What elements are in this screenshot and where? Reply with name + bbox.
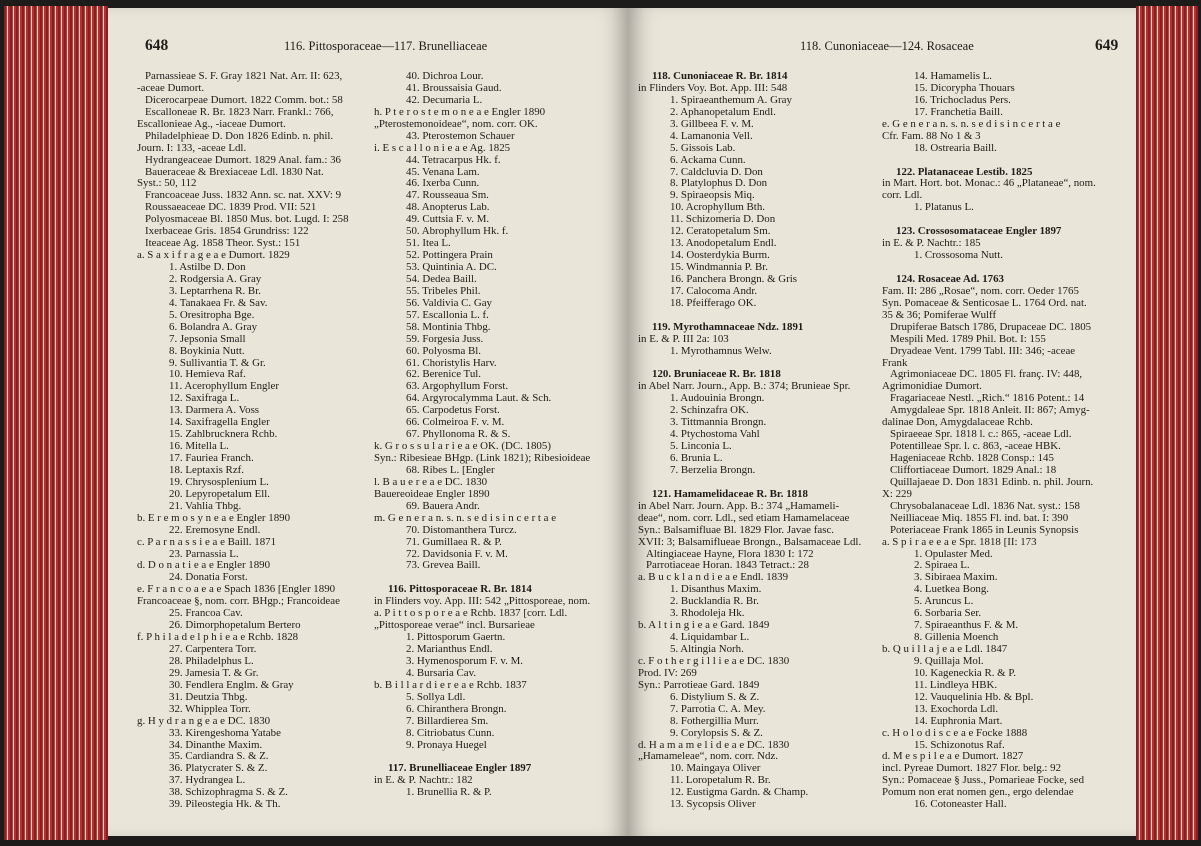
text-line: 1. Astilbe D. Don: [169, 261, 246, 273]
text-line: 4. Lamanonia Vell.: [670, 129, 753, 142]
text-line: 56. Valdivia C. Gay: [406, 296, 493, 309]
text-line: Syst.: 50, 112: [137, 177, 197, 190]
text-line: 6. Ackama Cunn.: [670, 153, 746, 166]
text-line: a. P i t t o s p o r e a e Rchb. 1837 [corr. Ldl.: [374, 607, 568, 620]
text-line: Spiraeeae Spr. 1818 l. c.: 865, -aceae Ldl.: [890, 428, 1072, 441]
text-line: 13. Anodopetalum Endl.: [670, 237, 777, 250]
text-line: Poteriaceae Frank 1865 in Leunis Synopsis: [890, 523, 1079, 536]
text-line: corr. Ldl.: [882, 189, 923, 202]
text-line: Journ. I: 133, -aceae Ldl.: [137, 141, 247, 154]
text-line: 16. Cotoneaster Hall.: [914, 798, 1007, 811]
text-line: 9. Corylopsis S. & Z.: [670, 726, 763, 739]
text-line: 35. Cardiandra S. & Z.: [169, 750, 269, 763]
text-line: 7. Jepsonia Small: [169, 332, 246, 345]
text-line: 50. Abrophyllum Hk. f.: [406, 225, 509, 238]
text-line: 3. Gillbeea F. v. M.: [670, 117, 754, 130]
text-line: 10. Hemieva Raf.: [169, 368, 246, 381]
text-line: Altingiaceae Hayne, Flora 1830 I: 172: [646, 547, 814, 560]
family-heading: 120. Bruniaceae R. Br. 1818: [652, 368, 781, 381]
text-line: 10. Kageneckia R. & P.: [914, 666, 1016, 679]
text-line: 58. Montinia Thbg.: [406, 320, 491, 333]
text-line: 19. Chrysosplenium L.: [169, 475, 269, 488]
text-line: 7. Berzelia Brongn.: [670, 463, 756, 476]
text-line: Polyosmaceae Bl. 1850 Mus. bot. Lugd. I: 258: [145, 213, 349, 226]
text-line: 33. Kirengeshoma Yatabe: [169, 726, 281, 739]
text-line: 69. Bauera Andr.: [406, 499, 480, 512]
page-number: 648: [145, 37, 169, 54]
text-line: XVII: 3; Balsamiflueae Brongn., Balsamaceae Ldl.: [638, 535, 862, 548]
text-line: 62. Berenice Tul.: [406, 368, 482, 381]
text-line: 17. Franchetia Baill.: [914, 105, 1003, 118]
text-line: 1. Spiraeanthemum A. Gray: [670, 93, 792, 106]
text-line: 3. Rhodoleja Hk.: [670, 607, 745, 620]
text-line: 67. Phyllonoma R. & S.: [406, 428, 511, 441]
text-line: k. G r o s s u l a r i e a e OK. (DC. 1805): [374, 440, 551, 453]
text-line: 17. Fauriea Franch.: [169, 452, 254, 464]
text-column-2: [882, 71, 1132, 811]
text-line: 8. Gillenia Moench: [914, 631, 999, 644]
text-line: Baueraceae & Brexiaceae Ldl. 1830 Nat.: [145, 165, 324, 178]
text-line: f. P h i l a d e l p h i e a e Rchb. 1828: [137, 631, 299, 644]
text-line: 1. Disanthus Maxim.: [670, 583, 762, 596]
text-line: 52. Pottingera Prain: [406, 249, 493, 262]
text-line: e. G e n e r a n. s. n. s e d i s i n c e r t a e: [882, 117, 1061, 130]
text-line: 1. Pittosporum Gaertn.: [406, 631, 506, 644]
text-line: 5. Aruncus L.: [914, 595, 974, 608]
text-line: 6. Sorbaria Ser.: [914, 607, 982, 620]
text-line: 16. Trichocladus Pers.: [914, 93, 1011, 106]
text-line: i. E s c a l l o n i e a e Ag. 1825: [374, 141, 511, 154]
running-head: 118. Cunoniaceae—124. Rosaceae: [800, 39, 974, 53]
text-line: 64. Argyrocalymma Laut. & Sch.: [406, 392, 552, 405]
text-line: 6. Brunia L.: [670, 452, 723, 464]
text-line: Escalloneae R. Br. 1823 Narr. Frankl.: 766,: [145, 105, 334, 118]
text-line: Iteaceae Ag. 1858 Theor. Syst.: 151: [145, 237, 301, 250]
text-line: 12. Ceratopetalum Sm.: [670, 225, 771, 238]
text-line: 2. Schinzafra OK.: [670, 404, 749, 417]
text-line: deae“, nom. corr. Ldl., sed etiam Hamamelaceae: [638, 511, 850, 524]
text-line: in E. & P. Nachtr.: 182: [374, 774, 473, 787]
text-line: a. S p i r a e e a e Spr. 1818 [II: 173: [882, 535, 1037, 548]
text-line: 35 & 36; Pomiferae Wulff: [882, 308, 997, 321]
family-heading: 116. Pittosporaceae R. Br. 1814: [388, 583, 532, 596]
text-line: 9. Quillaja Mol.: [914, 654, 984, 667]
text-line: Ixerbaceae Gris. 1854 Grundriss: 122: [145, 225, 309, 238]
text-line: Amygdaleae Spr. 1818 Anleit. II: 867; Amyg-: [890, 404, 1090, 417]
text-line: Francoaceae §, nom. corr. BHgp.; Francoideae: [137, 595, 340, 608]
text-line: 61. Choristylis Harv.: [406, 356, 497, 369]
text-line: 38. Schizophragma S. & Z.: [169, 786, 288, 799]
text-line: 24. Donatia Forst.: [169, 571, 248, 584]
text-line: „Pterostemonoideae“, nom. corr. OK.: [374, 117, 538, 130]
text-line: 11. Lindleya HBK.: [914, 678, 998, 691]
text-line: 68. Ribes L. [Engler: [406, 463, 495, 476]
text-line: X: 229: [882, 487, 912, 500]
text-line: Syn.: Balsamifluae Bl. 1829 Flor. Javae fasc.: [638, 523, 834, 536]
text-line: 45. Venana Lam.: [406, 165, 480, 178]
text-line: 4. Ptychostoma Vahl: [670, 428, 760, 441]
family-heading: 123. Crossosomataceae Engler 1897: [896, 225, 1062, 238]
text-line: 3. Sibiraea Maxim.: [914, 571, 998, 584]
text-line: 60. Polyosma Bl.: [406, 344, 482, 357]
text-line: Syn.: Ribesieae BHgp. (Link 1821); Ribesioideae: [374, 452, 591, 464]
text-line: a. S a x i f r a g e a e Dumort. 1829: [137, 249, 290, 262]
text-line: 18. Pfeifferago OK.: [670, 296, 757, 309]
text-line: 13. Exochorda Ldl.: [914, 702, 999, 715]
text-line: 8. Boykinia Nutt.: [169, 344, 245, 357]
text-line: in E. & P. Nachtr.: 185: [882, 237, 981, 250]
text-line: 4. Liquidambar L.: [670, 631, 750, 644]
text-line: Syn.: Pomaceae § Juss., Pomarieae Focke, sed: [882, 774, 1085, 787]
text-line: 9. Pronaya Huegel: [406, 738, 487, 751]
text-line: 7. Caldcluvia D. Don: [670, 165, 763, 178]
text-line: 70. Distomanthera Turcz.: [406, 523, 517, 536]
text-line: Chrysobalanaceae Ldl. 1836 Nat. syst.: 158: [890, 499, 1080, 512]
text-column-1: [137, 71, 385, 811]
text-line: Dryadeae Vent. 1799 Tabl. III: 346; -aceae: [890, 344, 1076, 357]
text-line: Quillajaeae D. Don 1831 Edinb. n. phil. Journ.: [890, 475, 1094, 488]
text-line: 49. Cuttsia F. v. M.: [406, 213, 490, 226]
text-line: c. H o l o d i s c e a e Focke 1888: [882, 726, 1028, 739]
text-line: 13. Sycopsis Oliver: [670, 798, 756, 811]
text-line: 7. Billardierea Sm.: [406, 714, 489, 727]
spacer: [882, 155, 1132, 167]
text-line: d. H a m a m e l i d e a e DC. 1830: [638, 738, 790, 751]
text-line: 5. Gissois Lab.: [670, 141, 736, 154]
text-line: 14. Hamamelis L.: [914, 70, 993, 82]
text-line: 4. Luetkea Bong.: [914, 583, 990, 596]
family-heading: 122. Platanaceae Lestib. 1825: [896, 165, 1033, 178]
text-line: 5. Linconia L.: [670, 440, 732, 453]
text-line: 5. Sollya Ldl.: [406, 690, 466, 703]
text-line: 9. Sullivantia T. & Gr.: [169, 356, 266, 369]
text-line: Cfr. Fam. 88 No 1 & 3: [882, 129, 981, 142]
text-line: 31. Deutzia Thbg.: [169, 690, 248, 703]
text-line: b. Q u i l l a j e a e Ldl. 1847: [882, 643, 1008, 655]
text-line: Drupiferae Batsch 1786, Drupaceae DC. 1805: [890, 320, 1092, 333]
text-line: 12. Eustigma Gardn. & Champ.: [670, 786, 809, 799]
text-line: 7. Parrotia C. A. Mey.: [670, 702, 766, 715]
text-line: Neilliaceae Miq. 1855 Fl. ind. bat. I: 390: [890, 511, 1069, 524]
text-line: 27. Carpentera Torr.: [169, 643, 257, 655]
text-line: 14. Euphronia Mart.: [914, 714, 1003, 727]
text-line: 21. Vahlia Thbg.: [169, 499, 242, 512]
text-line: 1. Platanus L.: [914, 201, 974, 214]
text-line: 22. Eremosyne Endl.: [169, 523, 261, 536]
text-line: d. D o n a t i e a e Engler 1890: [137, 559, 271, 572]
text-line: 28. Philadelphus L.: [169, 654, 254, 667]
text-line: in Flinders voy. App. III: 542 „Pittosporeae, nom.: [374, 595, 591, 608]
text-line: 71. Gumillaea R. & P.: [406, 535, 502, 548]
text-line: 10. Maingaya Oliver: [670, 762, 761, 775]
text-line: Pomum non erat nomen gen., ergo delendae: [882, 786, 1074, 799]
family-heading: 117. Brunelliaceae Engler 1897: [388, 762, 532, 775]
text-line: d. M e s p i l e a e Dumort. 1827: [882, 750, 1024, 763]
text-line: 1. Audouinia Brongn.: [670, 392, 765, 405]
right-page: [628, 8, 1136, 836]
text-line: 10. Acrophyllum Bth.: [670, 201, 765, 214]
text-line: c. F o t h e r g i l l i e a e DC. 1830: [638, 654, 790, 667]
book-edge-left: [4, 6, 108, 840]
text-line: Agrimoniaceae DC. 1805 Fl. franç. IV: 448,: [890, 368, 1083, 381]
text-line: 3. Leptarrhena R. Br.: [169, 284, 261, 297]
text-line: -aceae Dumort.: [137, 81, 205, 94]
text-line: in Abel Narr. Journ., App. B.: 374; Brunieae Spr.: [638, 380, 851, 393]
text-line: Bauereoideae Engler 1890: [374, 487, 490, 500]
running-head: 116. Pittosporaceae—117. Brunelliaceae: [284, 39, 488, 53]
text-line: 6. Bolandra A. Gray: [169, 320, 258, 333]
text-line: 18. Ostrearia Baill.: [914, 141, 997, 154]
text-line: c. P a r n a s s i e a e Baill. 1871: [137, 535, 277, 548]
text-line: Parrotiaceae Horan. 1843 Tetract.: 28: [646, 559, 809, 572]
family-heading: 124. Rosaceae Ad. 1763: [896, 272, 1004, 285]
text-line: 13. Darmera A. Voss: [169, 404, 260, 417]
text-line: 34. Dinanthe Maxim.: [169, 738, 263, 751]
text-line: 8. Platylophus D. Don: [670, 177, 768, 190]
text-line: 17. Calocoma Andr.: [670, 284, 758, 297]
text-line: 8. Fothergillia Murr.: [670, 714, 759, 727]
text-line: 15. Windmannia P. Br.: [670, 261, 768, 273]
text-line: a. B u c k l a n d i e a e Endl. 1839: [638, 571, 789, 584]
text-line: 5. Oresitropha Bge.: [169, 308, 255, 321]
text-line: 15. Zahlbrucknera Rchb.: [169, 428, 278, 441]
text-line: 73. Grevea Baill.: [406, 559, 481, 572]
text-line: dalinae Don, Amygdalaceae Rchb.: [882, 416, 1033, 429]
text-line: 2. Marianthus Endl.: [406, 643, 493, 655]
text-line: b. A l t i n g i e a e Gard. 1849: [638, 619, 770, 632]
text-line: Mespili Med. 1789 Phil. Bot. I: 155: [890, 332, 1046, 345]
text-column-1: [638, 71, 896, 811]
text-line: in Abel Narr. Journ. App. B.: 374 „Hamameli-: [638, 499, 840, 512]
text-line: 20. Lepyropetalum Ell.: [169, 487, 271, 500]
text-line: Potentilleae Spr. l. c. 863, -aceae HBK.: [890, 440, 1061, 453]
text-line: 2. Spiraea L.: [914, 559, 970, 572]
text-line: 63. Argophyllum Forst.: [406, 380, 509, 393]
text-line: 12. Vauquelinia Hb. & Bpl.: [914, 690, 1034, 703]
text-line: 53. Quintinia A. DC.: [406, 261, 497, 273]
family-heading: 119. Myrothamnaceae Ndz. 1891: [652, 320, 804, 333]
text-line: 11. Loropetalum R. Br.: [670, 774, 771, 787]
text-line: Dicerocarpeae Dumort. 1822 Comm. bot.: 58: [145, 93, 343, 106]
left-page: [108, 8, 628, 836]
text-line: in Mart. Hort. bot. Monac.: 46 „Plataneae“, nom.: [882, 177, 1096, 190]
text-line: 7. Spiraeanthus F. & M.: [914, 619, 1019, 632]
text-line: 11. Acerophyllum Engler: [169, 380, 279, 393]
text-line: 65. Carpodetus Forst.: [406, 404, 500, 417]
text-line: 40. Dichroa Lour.: [406, 70, 484, 82]
text-line: Hageniaceae Rchb. 1828 Consp.: 145: [890, 452, 1054, 464]
text-line: 15. Dicoryphа Thouars: [914, 81, 1015, 94]
text-line: 46. Ixerba Cunn.: [406, 177, 480, 190]
text-line: h. P t e r o s t e m o n e a e Engler 1890: [374, 105, 546, 118]
text-line: 55. Tribeles Phil.: [406, 284, 481, 297]
text-line: 3. Tittmannia Brongn.: [670, 416, 767, 429]
text-line: 42. Decumaria L.: [406, 93, 483, 106]
text-line: 16. Mitella L.: [169, 440, 229, 453]
text-line: Frank: [882, 356, 908, 369]
text-line: 9. Spiraeopsis Miq.: [670, 189, 755, 202]
text-line: 54. Dedea Baill.: [406, 272, 477, 285]
text-line: Francoaceae Juss. 1832 Ann. sc. nat. XXV: 9: [145, 189, 342, 202]
text-line: 25. Francoa Cav.: [169, 607, 243, 620]
text-line: Parnassieae S. F. Gray 1821 Nat. Arr. II: 623,: [145, 70, 343, 82]
book-edge-right: [1136, 6, 1198, 840]
text-line: 23. Parnassia L.: [169, 547, 239, 560]
text-line: 2. Aphanopetalum Endl.: [670, 105, 776, 118]
text-line: 4. Bursaria Cav.: [406, 666, 477, 679]
text-line: g. H y d r a n g e a e DC. 1830: [137, 714, 271, 727]
text-line: Syn.: Parrotieae Gard. 1849: [638, 678, 760, 691]
text-line: Syn. Pomaceae & Senticosae L. 1764 Ord. nat.: [882, 296, 1087, 309]
text-line: 18. Leptaxis Rzf.: [169, 463, 245, 476]
text-line: 2. Rodgersia A. Gray: [169, 272, 262, 285]
text-line: 47. Rousseaua Sm.: [406, 189, 489, 202]
text-line: Philadelphieae D. Don 1826 Edinb. n. phil.: [145, 129, 334, 142]
text-line: Hydrangeaceae Dumort. 1829 Anal. fam.: 36: [145, 153, 341, 166]
text-line: 15. Schizonotus Raf.: [914, 738, 1005, 751]
text-line: 66. Colmeiroa F. v. M.: [406, 416, 505, 429]
text-line: l. B a u e r e a e DC. 1830: [374, 475, 488, 488]
text-line: Roussaeaceae DC. 1839 Prod. VII: 521: [145, 201, 317, 214]
text-line: 48. Anopterus Lab.: [406, 201, 490, 214]
text-line: 39. Pileostegia Hk. & Th.: [169, 798, 281, 811]
text-line: 14. Oosterdykia Burm.: [670, 249, 770, 262]
text-line: e. F r a n c o a e a e Spach 1836 [Engler 1890: [137, 583, 336, 596]
text-line: 29. Jamesia T. & Gr.: [169, 666, 259, 679]
text-line: 2. Bucklandia R. Br.: [670, 595, 759, 608]
text-line: 36. Platycrater S. & Z.: [169, 762, 268, 775]
text-line: Fam. II: 286 „Rosae“, nom. corr. Oeder 1765: [882, 284, 1079, 297]
text-line: 14. Saxifragella Engler: [169, 416, 270, 429]
text-line: 3. Hymenosporum F. v. M.: [406, 654, 524, 667]
text-line: b. E r e m o s y n e a e Engler 1890: [137, 511, 291, 524]
page-number: 649: [1095, 37, 1119, 54]
text-line: 12. Saxifraga L.: [169, 392, 240, 405]
text-line: 41. Broussaisia Gaud.: [406, 81, 502, 94]
text-column-2: [374, 71, 624, 799]
text-line: 1. Brunellia R. & P.: [406, 786, 492, 799]
text-line: 30. Fendlera Englm. & Gray: [169, 678, 294, 691]
text-line: Agrimonidiae Dumort.: [882, 380, 982, 393]
spacer: [638, 310, 896, 322]
family-heading: 118. Cunoniaceae R. Br. 1814: [652, 70, 788, 82]
text-line: 51. Itea L.: [406, 237, 451, 250]
text-line: 26. Dimorphopetalum Bertero: [169, 619, 301, 632]
text-line: 43. Pterostemon Schauer: [406, 129, 515, 142]
text-line: 59. Forgesia Juss.: [406, 332, 484, 345]
text-line: 6. Distylium S. & Z.: [670, 690, 760, 703]
text-line: b. B i l l a r d i e r e a e Rchb. 1837: [374, 678, 527, 691]
text-line: in Flinders Voy. Bot. App. III: 548: [638, 81, 788, 94]
text-line: 1. Crossosoma Nutt.: [914, 249, 1003, 262]
text-line: 1. Opulaster Med.: [914, 547, 993, 560]
text-line: 72. Davidsonia F. v. M.: [406, 547, 508, 560]
text-line: 1. Myrothamnus Welw.: [670, 344, 772, 357]
text-line: 4. Tanakaea Fr. & Sav.: [169, 296, 268, 309]
family-heading: 121. Hamamelidaceae R. Br. 1818: [652, 487, 808, 500]
text-line: Escallonieae Ag., -iaceae Dumort.: [137, 117, 286, 130]
text-line: m. G e n e r a n. s. n. s e d i s i n c e r t a e: [374, 511, 557, 524]
text-line: Prod. IV: 269: [638, 666, 697, 679]
text-line: 8. Citriobatus Cunn.: [406, 726, 495, 739]
text-line: 6. Chiranthera Brongn.: [406, 702, 507, 715]
text-line: 37. Hydrangea L.: [169, 774, 246, 787]
text-line: Cliffortiaceae Dumort. 1829 Anal.: 18: [890, 463, 1057, 476]
text-line: 32. Whipplea Torr.: [169, 702, 251, 715]
text-line: „Pittosporeae verae“ incl. Bursarieae: [374, 619, 535, 632]
text-line: in E. & P. III 2a: 103: [638, 332, 729, 345]
text-line: Fragariaceae Nestl. „Rich.“ 1816 Potent.: 14: [890, 392, 1085, 405]
text-line: 5. Altingia Norh.: [670, 643, 744, 655]
text-line: 11. Schizomeria D. Don: [670, 213, 776, 226]
text-line: 16. Panchera Brongn. & Gris: [670, 272, 798, 285]
text-line: 44. Tetracarpus Hk. f.: [406, 153, 501, 166]
text-line: „Hamameleae“, nom. corr. Ndz.: [638, 750, 778, 763]
text-line: incl. Pyreae Dumort. 1827 Flor. belg.: 92: [882, 762, 1062, 775]
text-line: 57. Escallonia L. f.: [406, 308, 489, 321]
